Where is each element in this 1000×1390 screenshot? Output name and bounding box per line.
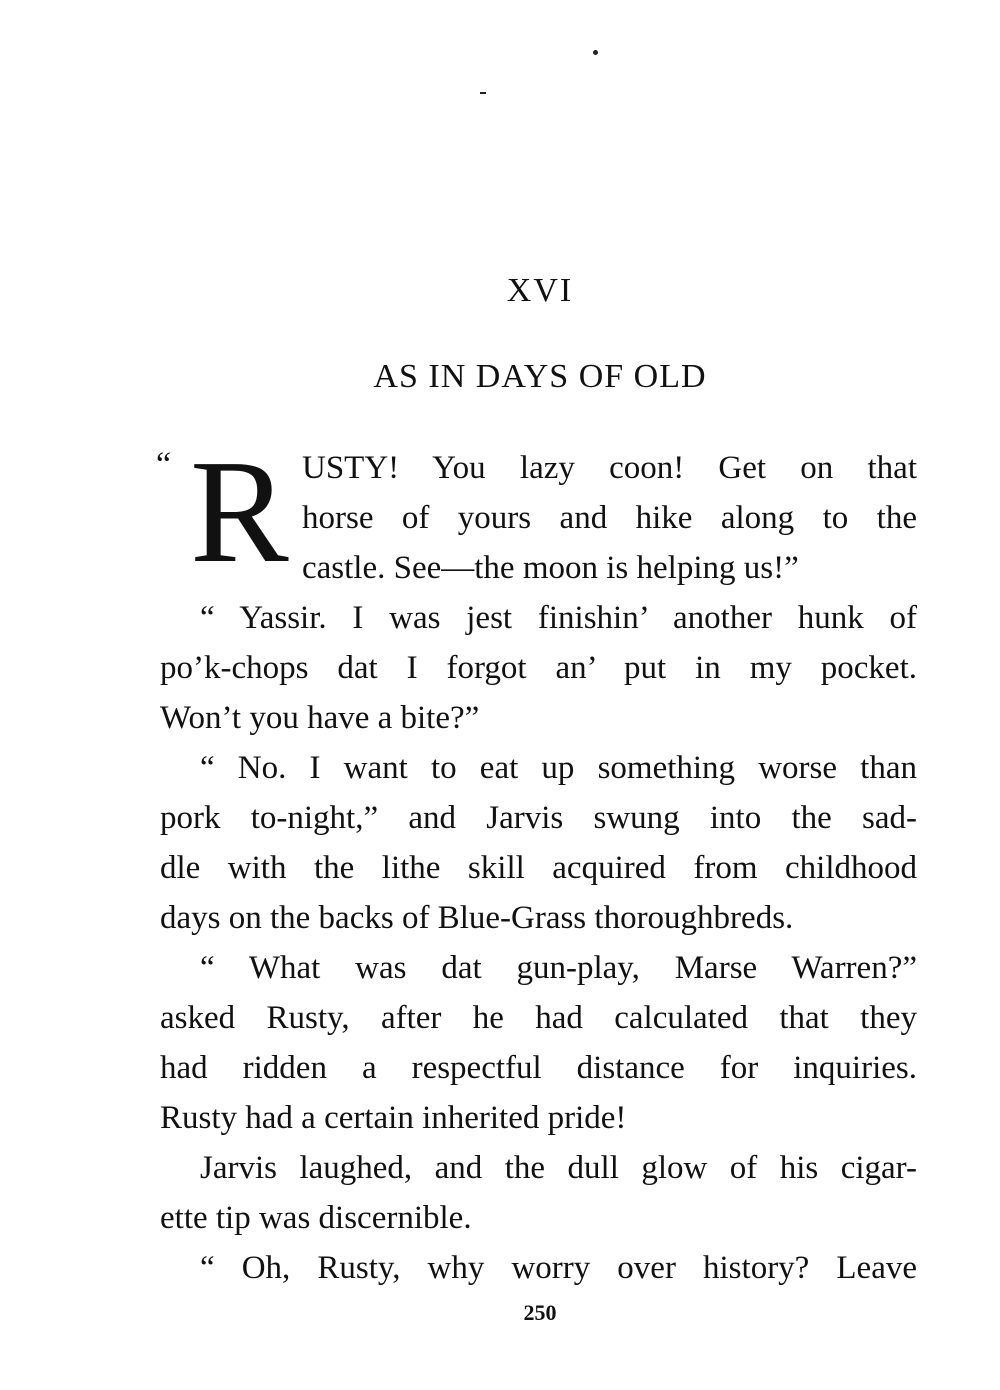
drop-cap: R (190, 430, 289, 594)
text-line: po’k-chops dat I forgot an’ put in my pocket. (160, 650, 917, 686)
text-line: days on the backs of Blue-Grass thoroughbreds. (160, 900, 794, 936)
page-number: 250 (523, 1300, 557, 1325)
ink-speck (480, 92, 486, 94)
text-line: asked Rusty, after he had calculated that they (160, 1000, 917, 1036)
chapter-title: AS IN DAYS OF OLD (373, 358, 707, 395)
text-line: castle. See—the moon is helping us!” (302, 550, 799, 586)
text-line: Won’t you have a bite?” (160, 700, 480, 736)
text-line: “ No. I want to eat up something worse than (200, 750, 917, 786)
opening-quote-mark: “ (156, 446, 172, 483)
text-line: pork to-night,” and Jarvis swung into the sad- (160, 800, 917, 836)
text-line: had ridden a respectful distance for inquiries. (160, 1050, 917, 1086)
text-line: dle with the lithe skill acquired from childhood (160, 850, 917, 886)
text-line: ette tip was discernible. (160, 1200, 472, 1236)
text-line: “ Oh, Rusty, why worry over history? Leave (200, 1250, 917, 1286)
text-line: USTY! You lazy coon! Get on that (302, 450, 917, 486)
text-line: Jarvis laughed, and the dull glow of his cigar- (200, 1150, 917, 1186)
text-line: “ What was dat gun-play, Marse Warren?” (200, 950, 917, 986)
text-line: Rusty had a certain inherited pride! (160, 1100, 627, 1136)
text-line: horse of yours and hike along to the (302, 500, 917, 536)
ink-speck (593, 50, 598, 55)
chapter-number: XVI (506, 272, 574, 309)
text-line: “ Yassir. I was jest finishin’ another hunk of (200, 600, 917, 636)
